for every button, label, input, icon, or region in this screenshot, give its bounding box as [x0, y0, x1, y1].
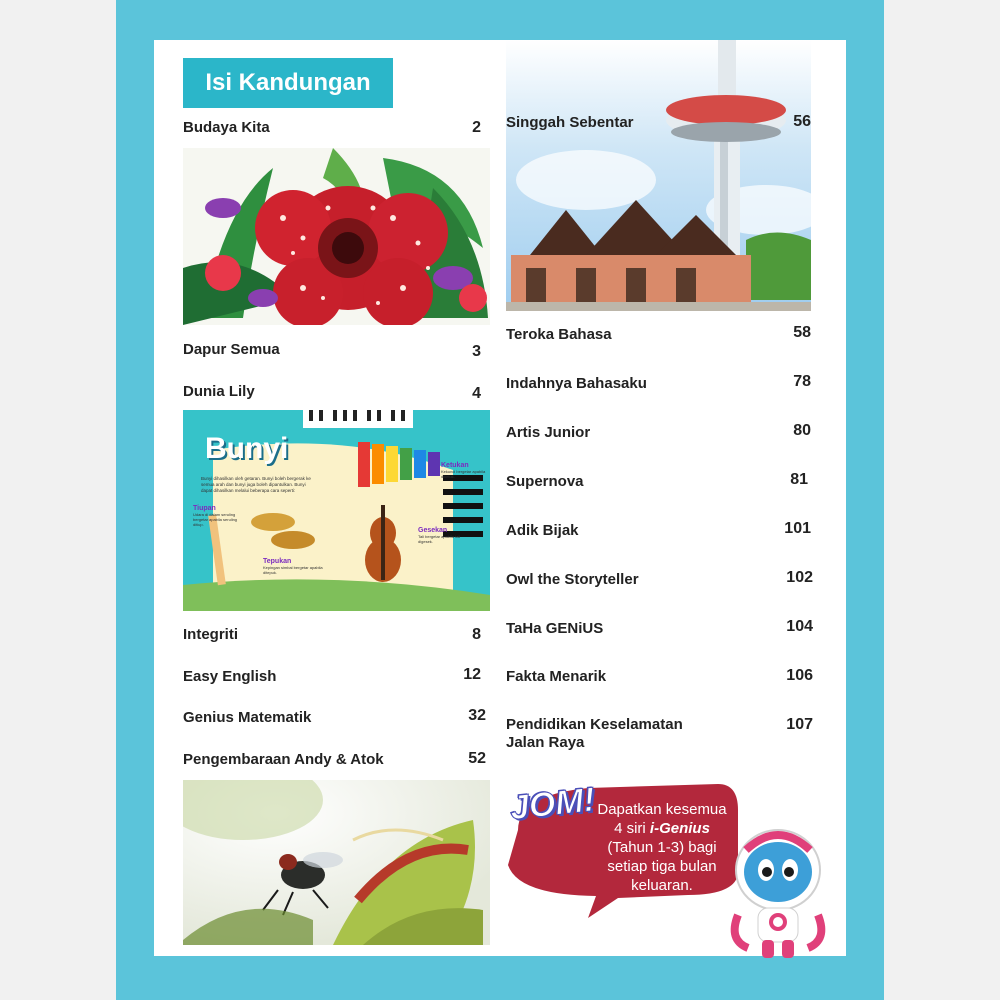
toc-page-easy-english: 12 — [463, 666, 481, 683]
toc-page-taha-genius: 104 — [786, 618, 813, 635]
bunyi-heading: Bunyi — [205, 432, 289, 465]
bunyi-intro: Bunyi dihasilkan oleh getaran. Bunyi boleh bergerak ke semua arah dan bunyi juga boleh dipantulkan. Bunyi dapat dihasilkan melalui beberapa cara seperti: — [201, 476, 311, 493]
toc-entry-fakta-menarik[interactable]: Fakta Menarik — [506, 668, 607, 685]
toc-entry-integriti[interactable]: Integriti — [183, 626, 238, 643]
toc-entry-dapur-semua[interactable]: Dapur Semua — [183, 341, 280, 358]
toc-entry-supernova[interactable]: Supernova — [506, 473, 584, 490]
toc-entry-artis-junior[interactable]: Artis Junior — [506, 424, 591, 441]
toc-entry-genius-matematik[interactable]: Genius Matematik — [183, 709, 312, 726]
toc-page-pendidikan-keselamatan: 107 — [786, 716, 813, 733]
toc-page-teroka-bahasa: 58 — [793, 324, 811, 341]
toc-entry-singgah-sebentar[interactable]: Singgah Sebentar — [506, 114, 634, 131]
toc-page-supernova: 81 — [790, 471, 808, 488]
bunyi-label-ketukan: Ketukan Kekunci bergetar apabila diketuk. — [441, 462, 486, 479]
toc-entry-taha-genius[interactable]: TaHa GENiUS — [506, 620, 604, 637]
toc-page-owl-storyteller: 102 — [786, 569, 813, 586]
toc-page-dapur-semua: 3 — [472, 343, 481, 360]
toc-page-genius-matematik: 32 — [468, 707, 486, 724]
toc-entry-pendidikan-keselamatan[interactable]: Pendidikan Keselamatan Jalan Raya — [506, 716, 683, 751]
bunyi-spread — [183, 410, 490, 611]
bunyi-label-gesekan: Gesekan Tali bergetar apabila tali digesek. — [418, 527, 461, 544]
flytrap-photo — [183, 780, 490, 945]
toc-entry-teroka-bahasa[interactable]: Teroka Bahasa — [506, 326, 612, 343]
page-title: Isi Kandungan — [183, 58, 393, 108]
toc-page-dunia-lily: 4 — [472, 385, 481, 402]
toc-page-pengembaraan: 52 — [468, 750, 486, 767]
toc-entry-budaya-kita[interactable]: Budaya Kita — [183, 119, 270, 136]
toc-page-adik-bijak: 101 — [784, 520, 811, 537]
toc-entry-indahnya-bahasaku[interactable]: Indahnya Bahasaku — [506, 375, 647, 392]
toc-page-integriti: 8 — [472, 626, 481, 643]
toc-page-singgah-sebentar: 56 — [793, 113, 811, 130]
toc-page-indahnya-bahasaku: 78 — [793, 373, 811, 390]
rafflesia-illustration — [183, 148, 490, 325]
malacca-tower-photo — [506, 40, 811, 311]
toc-entry-pengembaraan[interactable]: Pengembaraan Andy & Atok — [183, 751, 384, 768]
toc-entry-adik-bijak[interactable]: Adik Bijak — [506, 522, 579, 539]
toc-entry-easy-english[interactable]: Easy English — [183, 668, 277, 685]
toc-entry-owl-storyteller[interactable]: Owl the Storyteller — [506, 571, 639, 588]
jom-label: JOM! — [508, 780, 597, 828]
bunyi-label-tiupan: Tiupan Udara di dalam seruling bergetar apabila seruling ditiup. — [193, 505, 238, 527]
robot-mascot-icon — [728, 820, 828, 960]
toc-entry-dunia-lily[interactable]: Dunia Lily — [183, 383, 255, 400]
bunyi-label-tepukan: Tepukan Kepingan simbal bergetar apabila ditepuk. — [263, 558, 323, 575]
brand-name: i-Genius — [649, 820, 710, 837]
toc-page-artis-junior: 80 — [793, 422, 811, 439]
toc-page-budaya-kita: 2 — [472, 119, 481, 136]
promo-text: Dapatkan kesemua 4 siri i-Genius (Tahun 1-3) bagi setiap tiga bulan keluaran. — [597, 801, 727, 894]
toc-page-fakta-menarik: 106 — [786, 667, 813, 684]
